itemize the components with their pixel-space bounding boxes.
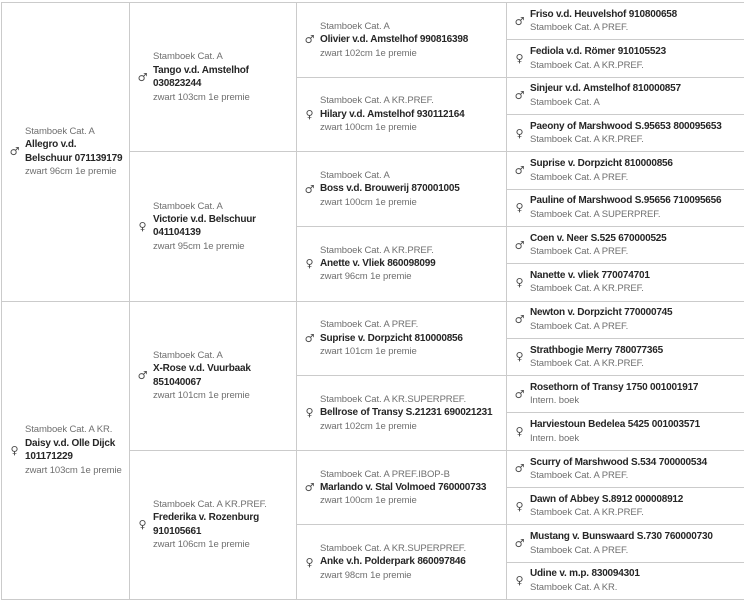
pedigree-cell xyxy=(297,3,506,78)
horse-info xyxy=(530,269,740,296)
pedigree-cell xyxy=(507,339,744,376)
horse-info xyxy=(320,94,502,134)
pedigree-cell-dam xyxy=(2,302,129,600)
horse-info xyxy=(153,349,292,403)
pedigree-cell xyxy=(297,152,506,227)
horse-name: Marlando v. Stal Volmoed 760000733 xyxy=(320,481,487,493)
horse-info xyxy=(25,125,125,179)
studbook-label: Stamboek Cat. A KR. xyxy=(25,424,113,436)
horse-name: Rosethorn of Transy 1750 001001917 xyxy=(530,381,699,393)
horse-info xyxy=(153,200,292,254)
horse-info xyxy=(25,423,125,477)
horse-info xyxy=(530,530,740,557)
pedigree-cell xyxy=(507,3,744,40)
studbook-label: Stamboek Cat. A KR. xyxy=(530,581,618,593)
gender-icon-male: ♂ xyxy=(514,89,525,103)
horse-info xyxy=(530,493,740,520)
pedigree-generation-2 xyxy=(130,3,297,599)
horse-detail: zwart 103cm 1e premie xyxy=(153,91,250,103)
horse-detail: zwart 98cm 1e premie xyxy=(320,569,412,581)
pedigree-cell xyxy=(507,40,744,77)
studbook-label: Stamboek Cat. A PREF. xyxy=(530,470,629,481)
studbook-label: Stamboek Cat. A xyxy=(320,20,390,32)
studbook-label: Stamboek Cat. A KR.PREF. xyxy=(320,95,434,107)
horse-info xyxy=(530,456,740,483)
pedigree-cell xyxy=(130,302,296,451)
horse-name: Strathbogie Merry 780077365 xyxy=(530,344,664,356)
horse-name: Bellrose of Transy S.21231 690021231 xyxy=(320,407,493,419)
studbook-label: Stamboek Cat. A KR.SUPERPREF. xyxy=(320,393,466,405)
gender-icon-male: ♂ xyxy=(137,70,148,84)
horse-info xyxy=(153,498,292,552)
horse-detail: zwart 101cm 1e premie xyxy=(153,390,250,402)
gender-icon-male: ♂ xyxy=(514,313,525,327)
pedigree-cell xyxy=(507,413,744,450)
horse-info xyxy=(530,381,740,408)
horse-info xyxy=(320,468,502,508)
horse-name: Anke v.h. Polderpark 860097846 xyxy=(320,556,466,568)
studbook-label: Intern. boek xyxy=(530,395,579,407)
horse-name: Hilary v.d. Amstelhof 930112164 xyxy=(320,108,465,120)
horse-detail: zwart 96cm 1e premie xyxy=(25,166,117,178)
gender-icon-female: ♀ xyxy=(305,555,314,569)
studbook-label: Stamboek Cat. A PREF. xyxy=(530,320,629,332)
studbook-label: Stamboek Cat. A KR.PREF. xyxy=(153,499,267,511)
pedigree-cell-sire xyxy=(2,3,129,302)
horse-info xyxy=(530,8,740,35)
horse-name: Olivier v.d. Amstelhof 990816398 xyxy=(320,34,469,46)
gender-icon-female: ♀ xyxy=(305,257,314,271)
studbook-label: Stamboek Cat. A PREF. xyxy=(530,544,629,556)
horse-info xyxy=(530,120,740,147)
gender-icon-female: ♀ xyxy=(305,406,314,420)
horse-info xyxy=(530,45,740,72)
horse-info xyxy=(530,567,740,594)
pedigree-cell xyxy=(507,190,744,227)
pedigree-cell xyxy=(507,264,744,301)
horse-info xyxy=(530,82,740,109)
studbook-label: Stamboek Cat. A xyxy=(25,125,95,137)
horse-name: Dawn of Abbey S.8912 000008912 xyxy=(530,493,684,505)
horse-name: Tango v.d. Amstelhof 030823244 xyxy=(153,64,249,90)
pedigree-cell xyxy=(297,302,506,377)
horse-detail: zwart 102cm 1e premie xyxy=(320,47,417,59)
pedigree-cell xyxy=(507,525,744,562)
horse-name: Frederika v. Rozenburg 910105661 xyxy=(153,512,259,537)
gender-icon-male: ♂ xyxy=(304,33,315,47)
horse-name: Coen v. Neer S.525 670000525 xyxy=(530,232,667,244)
gender-icon-male: ♂ xyxy=(514,163,525,177)
gender-icon-female: ♀ xyxy=(515,51,524,65)
horse-name: Anette v. Vliek 860098099 xyxy=(320,257,436,269)
studbook-label: Stamboek Cat. A PREF. xyxy=(530,171,629,183)
gender-icon-female: ♀ xyxy=(515,126,524,140)
horse-detail: zwart 100cm 1e premie xyxy=(320,196,417,208)
horse-name: Suprise v. Dorpzicht 810000856 xyxy=(320,332,463,344)
gender-icon-male: ♂ xyxy=(137,369,148,383)
horse-name: Sinjeur v.d. Amstelhof 810000857 xyxy=(530,83,681,95)
gender-icon-female: ♀ xyxy=(515,499,524,513)
pedigree-table xyxy=(1,2,744,600)
horse-name: Boss v.d. Brouwerij 870001005 xyxy=(320,183,460,195)
horse-info xyxy=(530,418,740,445)
horse-name: Nanette v. vliek 770074701 xyxy=(530,269,650,281)
horse-info xyxy=(530,157,740,184)
gender-icon-male: ♂ xyxy=(304,481,315,495)
horse-detail: zwart 106cm 1e premie xyxy=(153,539,250,551)
studbook-label: Stamboek Cat. A PREF. xyxy=(530,22,629,34)
horse-name: Paeony of Marshwood S.95653 800095653 xyxy=(530,120,722,132)
horse-name: Mustang v. Bunswaard S.730 760000730 xyxy=(530,531,713,543)
studbook-label: Stamboek Cat. A xyxy=(530,96,600,108)
horse-info xyxy=(320,393,502,433)
pedigree-cell xyxy=(297,227,506,302)
horse-detail: zwart 96cm 1e premie xyxy=(320,271,412,283)
gender-icon-male: ♂ xyxy=(9,145,20,159)
pedigree-cell xyxy=(507,78,744,115)
studbook-label: Stamboek Cat. A xyxy=(153,51,223,63)
gender-icon-female: ♀ xyxy=(515,425,524,439)
studbook-label: Stamboek Cat. A PREF. xyxy=(530,246,629,258)
horse-info xyxy=(530,232,740,259)
studbook-label: Stamboek Cat. A KR.SUPERPREF. xyxy=(320,543,466,555)
gender-icon-male: ♂ xyxy=(304,182,315,196)
horse-info xyxy=(320,244,502,284)
pedigree-cell xyxy=(130,152,296,301)
horse-name: X-Rose v.d. Vuurbaak 851040067 xyxy=(153,363,251,388)
studbook-label: Stamboek Cat. A KR.PREF. xyxy=(530,59,644,71)
pedigree-cell xyxy=(507,451,744,488)
horse-detail: zwart 100cm 1e premie xyxy=(320,122,417,134)
horse-name: Suprise v. Dorpzicht 810000856 xyxy=(530,158,673,169)
studbook-label: Stamboek Cat. A KR.PREF. xyxy=(530,507,644,519)
gender-icon-female: ♀ xyxy=(138,219,147,233)
pedigree-cell xyxy=(507,152,744,189)
gender-icon-female: ♀ xyxy=(10,443,19,457)
gender-icon-male: ♂ xyxy=(514,387,525,401)
pedigree-cell xyxy=(297,78,506,153)
pedigree-generation-4 xyxy=(507,3,744,599)
gender-icon-male: ♂ xyxy=(514,238,525,252)
horse-name: Newton v. Dorpzicht 770000745 xyxy=(530,307,673,319)
pedigree-generation-3 xyxy=(297,3,507,599)
pedigree-cell xyxy=(130,3,296,152)
horse-info xyxy=(320,20,502,60)
studbook-label: Stamboek Cat. A KR.PREF. xyxy=(530,358,644,370)
studbook-label: Stamboek Cat. A xyxy=(320,170,390,182)
horse-info xyxy=(530,194,740,221)
horse-detail: zwart 102cm 1e premie xyxy=(320,420,417,432)
studbook-label: Stamboek Cat. A xyxy=(153,200,223,212)
horse-name: Udine v. m.p. 830094301 xyxy=(530,568,640,580)
pedigree-cell xyxy=(507,563,744,599)
horse-info xyxy=(320,318,502,358)
pedigree-cell xyxy=(297,451,506,526)
horse-info xyxy=(530,306,740,333)
gender-icon-female: ♀ xyxy=(138,518,147,532)
horse-name: Scurry of Marshwood S.534 700000534 xyxy=(530,456,707,468)
studbook-label: Intern. boek xyxy=(530,432,579,444)
horse-name: Pauline of Marshwood S.95656 710095656 xyxy=(530,195,722,207)
pedigree-cell xyxy=(507,227,744,264)
horse-detail: zwart 103cm 1e premie xyxy=(25,464,122,476)
horse-name: Friso v.d. Heuvelshof 910800658 xyxy=(530,8,678,20)
horse-info xyxy=(153,50,292,104)
horse-detail: zwart 95cm 1e premie xyxy=(153,240,245,252)
pedigree-cell xyxy=(507,302,744,339)
horse-name: Allegro v.d. Belschuur 071139179 xyxy=(25,139,123,164)
studbook-label: Stamboek Cat. A KR.PREF. xyxy=(530,283,644,295)
gender-icon-female: ♀ xyxy=(515,350,524,364)
horse-info xyxy=(320,169,502,209)
gender-icon-female: ♀ xyxy=(515,201,524,215)
studbook-label: Stamboek Cat. A KR.PREF. xyxy=(320,244,434,256)
pedigree-cell xyxy=(130,451,296,599)
horse-name: Daisy v.d. Olle Dijck 101171229 xyxy=(25,437,116,463)
horse-name: Harviestoun Bedelea 5425 001003571 xyxy=(530,419,700,431)
gender-icon-female: ♀ xyxy=(515,275,524,289)
studbook-label: Stamboek Cat. A xyxy=(153,349,223,361)
pedigree-cell xyxy=(507,488,744,525)
pedigree-cell xyxy=(297,525,506,599)
horse-detail: zwart 101cm 1e premie xyxy=(320,346,417,358)
studbook-label: Stamboek Cat. A PREF.IBOP-B xyxy=(320,468,450,480)
horse-info xyxy=(320,542,502,582)
pedigree-generation-1 xyxy=(2,3,130,599)
pedigree-cell xyxy=(297,376,506,451)
horse-name: Fediola v.d. Römer 910105523 xyxy=(530,46,666,58)
gender-icon-male: ♂ xyxy=(514,537,525,551)
horse-name: Victorie v.d. Belschuur 041104139 xyxy=(153,213,256,239)
studbook-label: Stamboek Cat. A KR.PREF. xyxy=(530,134,644,146)
gender-icon-male: ♂ xyxy=(514,14,525,28)
gender-icon-male: ♂ xyxy=(304,331,315,345)
gender-icon-female: ♀ xyxy=(305,107,314,121)
gender-icon-female: ♀ xyxy=(515,574,524,588)
gender-icon-male: ♂ xyxy=(514,462,525,476)
pedigree-cell xyxy=(507,376,744,413)
pedigree-cell xyxy=(507,115,744,152)
horse-detail: zwart 100cm 1e premie xyxy=(320,495,417,507)
horse-info xyxy=(530,344,740,371)
studbook-label: Stamboek Cat. A PREF. xyxy=(320,319,419,331)
studbook-label: Stamboek Cat. A SUPERPREF. xyxy=(530,208,661,220)
